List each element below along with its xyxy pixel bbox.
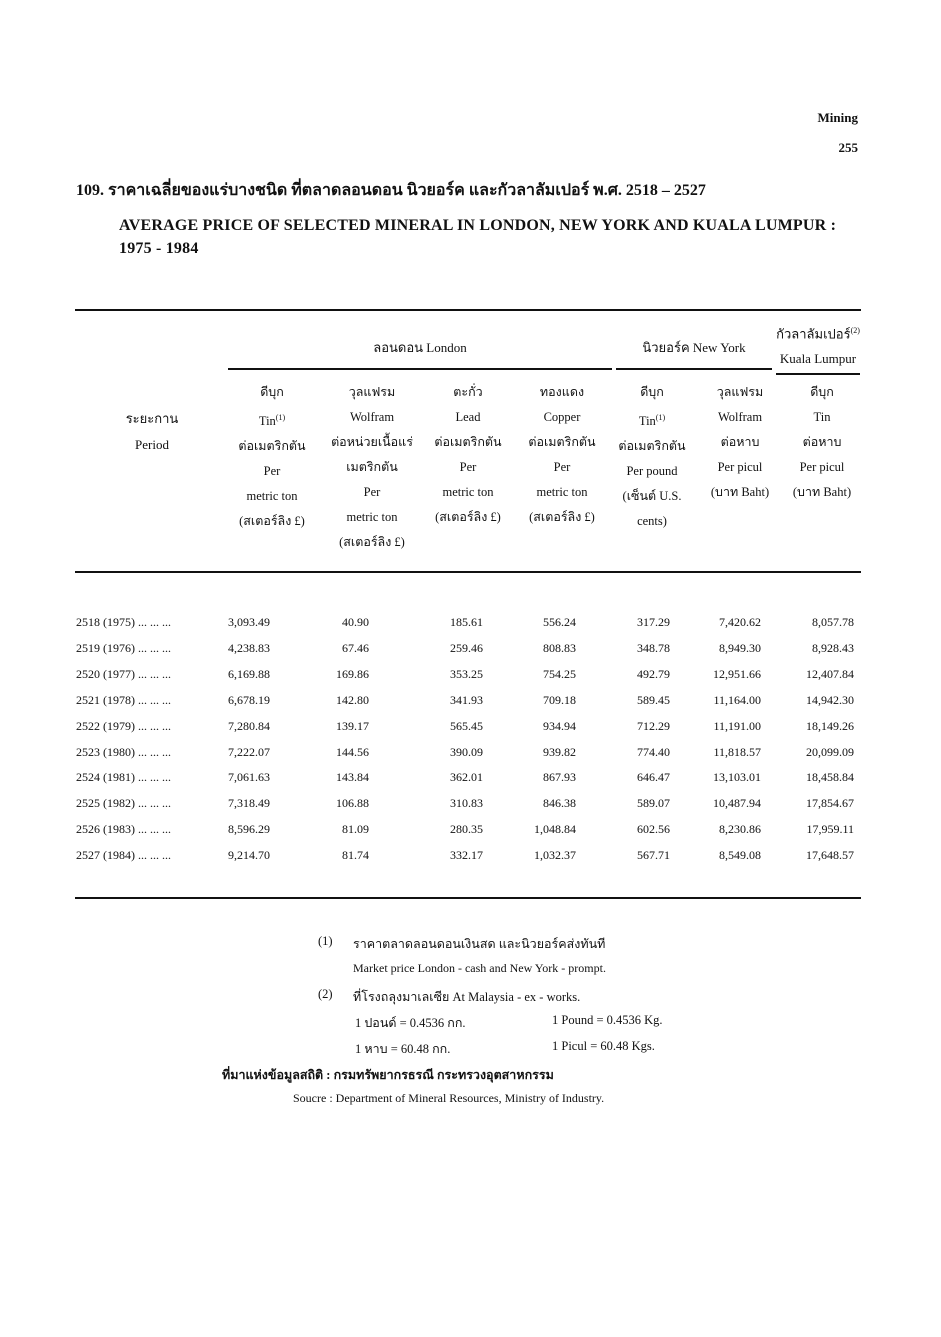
value-cell: 18,149.26 [806, 718, 854, 733]
source-thai: ที่มาแห่งข้อมูลสถิติ : กรมทรัพยากรธรณี กระทรวงอุตสาหกรรม [222, 1068, 554, 1082]
value-cell: 589.07 [637, 796, 670, 811]
table-row [75, 822, 865, 848]
value-cell: 390.09 [450, 744, 483, 759]
value-cell: 11,164.00 [713, 692, 761, 707]
value-cell: 567.71 [637, 848, 670, 863]
value-cell: 8,928.43 [812, 640, 854, 655]
value-cell: 774.40 [637, 744, 670, 759]
period-cell: 2523 (1980) ... ... ... [76, 744, 171, 759]
value-cell: 867.93 [543, 770, 576, 785]
table-row [75, 796, 865, 822]
period-header-thai: ระยะกาน [125, 411, 179, 426]
value-cell: 353.25 [450, 666, 483, 681]
value-cell: 8,549.08 [719, 848, 761, 863]
value-cell: 1,048.84 [534, 822, 576, 837]
value-cell: 602.56 [637, 822, 670, 837]
value-cell: 139.17 [336, 718, 369, 733]
value-cell: 17,648.57 [806, 848, 854, 863]
value-cell: 13,103.01 [713, 770, 761, 785]
group-kl-english: Kuala Lumpur [779, 351, 857, 367]
note-2-mark: (2) [318, 987, 333, 1001]
value-cell: 144.56 [336, 744, 369, 759]
column-header-london-wolfram: วุลแฟรม Wolfram ต่อหน่วยเนื้อแร่ เมตริกตัน Per metric ton (สเตอร์ลิง £) [331, 385, 413, 549]
period-header [100, 406, 204, 458]
value-cell: 142.80 [336, 692, 369, 707]
value-cell: 12,407.84 [806, 666, 854, 681]
value-cell: 14,942.30 [806, 692, 854, 707]
value-cell: 6,678.19 [228, 692, 270, 707]
value-cell: 712.29 [637, 718, 670, 733]
value-cell: 81.09 [342, 822, 369, 837]
table-row [75, 641, 865, 667]
value-cell: 348.78 [637, 640, 670, 655]
section-name: Mining [817, 110, 858, 125]
value-cell: 556.24 [543, 615, 576, 629]
value-cell: 280.35 [450, 822, 483, 837]
value-cell: 185.61 [450, 615, 483, 629]
table-bottom-rule [75, 897, 861, 899]
value-cell: 492.79 [637, 666, 670, 681]
period-header-english: Period [135, 437, 169, 452]
value-cell: 3,093.49 [228, 615, 270, 629]
value-cell: 934.94 [543, 718, 576, 733]
conversion-pound-thai: 1 ปอนด์ = 0.4536 กก. [355, 1016, 466, 1030]
value-cell: 9,214.70 [228, 848, 270, 863]
column-header-kl-tin: ดีบุก Tin ต่อหาบ Per picul (บาท Baht) [792, 385, 852, 499]
value-cell: 143.84 [336, 770, 369, 785]
value-cell: 11,818.57 [713, 744, 761, 759]
value-cell: 709.18 [543, 692, 576, 707]
value-cell: 17,854.67 [806, 796, 854, 811]
column-header-london-tin: ดีบุก Tin$^{(1)}$ ต่อเมตริกตัน Per metric ton (สเตอร์ลิง £) [238, 385, 306, 529]
value-cell: 589.45 [637, 692, 670, 707]
group-london-rule [228, 368, 612, 370]
group-newyork: นิวยอร์ค New York [642, 340, 746, 355]
value-cell: 67.46 [342, 640, 369, 655]
period-cell: 2518 (1975) ... ... ... [76, 615, 171, 629]
table-row [75, 770, 865, 796]
page-number: 255 [838, 140, 858, 155]
conversion-pound-english: 1 Pound = 0.4536 Kg. [552, 1013, 663, 1027]
group-kuala-lumpur [772, 318, 864, 371]
value-cell: 6,169.88 [228, 666, 270, 681]
note-1-thai: ราคาตลาดลอนดอนเงินสด และนิวยอร์คส่งทันที [353, 937, 606, 951]
value-cell: 4,238.83 [228, 640, 270, 655]
value-cell: 8,596.29 [228, 822, 270, 837]
value-cell: 11,191.00 [713, 718, 761, 733]
value-cell: 8,230.86 [719, 822, 761, 837]
table-row [75, 667, 865, 693]
value-cell: 565.45 [450, 718, 483, 733]
column-header-london-copper: ทองแดง Copper ต่อเมตริกตัน Per metric ton (สเตอร์ลิง £) [528, 385, 596, 524]
value-cell: 17,959.11 [806, 822, 854, 837]
value-cell: 259.46 [450, 640, 483, 655]
period-cell: 2527 (1984) ... ... ... [76, 848, 171, 863]
value-cell: 106.88 [336, 796, 369, 811]
value-cell: 341.93 [450, 692, 483, 707]
table-row [75, 848, 865, 874]
value-cell: 169.86 [336, 666, 369, 681]
group-newyork-rule [616, 368, 772, 370]
period-cell: 2521 (1978) ... ... ... [76, 692, 171, 707]
column-header-newyork-tin: ดีบุก Tin$^{(1)}$ ต่อเมตริกตัน Per pound (เซ็นต์ U.S. cents) [618, 385, 686, 529]
table-title-thai: 109. ราคาเฉลี่ยของแร่บางชนิด ที่ตลาดลอนดอน นิวยอร์ค และกัวลาลัมเปอร์ พ.ศ. 2518 – 2527 [76, 182, 706, 199]
value-cell: 754.25 [543, 666, 576, 681]
source-english: Soucre : Department of Mineral Resources, Ministry of Industry. [293, 1091, 605, 1105]
value-cell: 7,420.62 [719, 615, 761, 629]
table-row [75, 745, 865, 771]
value-cell: 18,458.84 [806, 770, 854, 785]
table-row [75, 693, 865, 719]
note-1-english: Market price London - cash and New York - prompt. [353, 961, 606, 975]
value-cell: 7,222.07 [228, 744, 270, 759]
group-kl-footnote: (2) [850, 326, 860, 335]
value-cell: 7,280.84 [228, 718, 270, 733]
value-cell: 8,949.30 [719, 640, 761, 655]
header-bottom-rule [75, 571, 861, 573]
conversion-picul-thai: 1 หาบ = 60.48 กก. [355, 1042, 451, 1056]
table-row [75, 615, 865, 641]
value-cell: 332.17 [450, 848, 483, 863]
value-cell: 40.90 [342, 615, 369, 629]
value-cell: 10,487.94 [713, 796, 761, 811]
table-top-rule [75, 309, 861, 311]
value-cell: 1,032.37 [534, 848, 576, 863]
value-cell: 12,951.66 [713, 666, 761, 681]
group-kl-thai: กัวลาลัมเปอร์ [776, 326, 851, 342]
value-cell: 20,099.09 [806, 744, 854, 759]
value-cell: 939.82 [543, 744, 576, 759]
value-cell: 8,057.78 [812, 615, 854, 629]
period-cell: 2525 (1982) ... ... ... [76, 796, 171, 811]
note-1-mark: (1) [318, 934, 333, 948]
period-cell: 2520 (1977) ... ... ... [76, 666, 171, 681]
group-london: ลอนดอน London [373, 340, 467, 355]
period-cell: 2519 (1976) ... ... ... [76, 640, 171, 655]
note-2-text: ที่โรงถลุงมาเลเซีย At Malaysia - ex - works. [353, 990, 581, 1004]
value-cell: 846.38 [543, 796, 576, 811]
value-cell: 317.29 [637, 615, 670, 629]
group-kl-rule [776, 373, 860, 375]
column-header-newyork-wolfram: วุลแฟรม Wolfram ต่อหาบ Per picul (บาท Baht) [710, 385, 770, 499]
running-head [818, 103, 858, 163]
period-cell: 2522 (1979) ... ... ... [76, 718, 171, 733]
value-cell: 7,061.63 [228, 770, 270, 785]
value-cell: 808.83 [543, 640, 576, 655]
value-cell: 646.47 [637, 770, 670, 785]
table-row [75, 719, 865, 745]
table-title-english: AVERAGE PRICE OF SELECTED MINERAL IN LONDON, NEW YORK AND KUALA LUMPUR : 1975 - 1984 [119, 217, 837, 257]
column-header-london-lead: ตะกั่ว Lead ต่อเมตริกตัน Per metric ton (สเตอร์ลิง £) [434, 385, 502, 524]
value-cell: 362.01 [450, 770, 483, 785]
period-cell: 2526 (1983) ... ... ... [76, 822, 171, 837]
value-cell: 310.83 [450, 796, 483, 811]
value-cell: 7,318.49 [228, 796, 270, 811]
value-cell: 81.74 [342, 848, 369, 863]
conversion-picul-english: 1 Picul = 60.48 Kgs. [552, 1039, 655, 1053]
period-cell: 2524 (1981) ... ... ... [76, 770, 171, 785]
